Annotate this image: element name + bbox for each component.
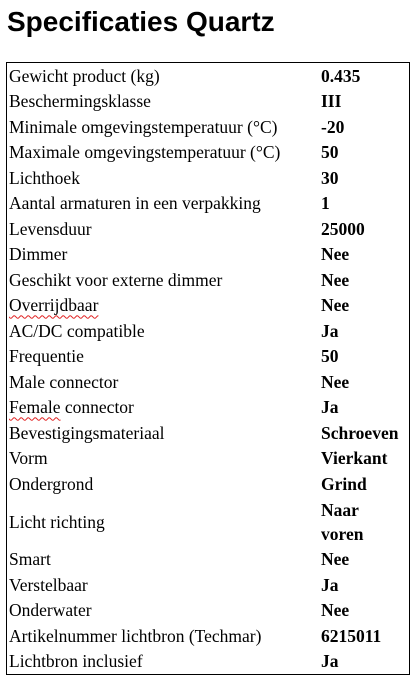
table-row bbox=[7, 165, 410, 191]
table-row bbox=[7, 89, 410, 115]
spec-label: Lichthoek bbox=[9, 167, 80, 188]
spec-label: Geschikt voor externe dimmer bbox=[9, 269, 223, 290]
spec-value: Grind bbox=[321, 473, 367, 494]
spec-value: 30 bbox=[321, 167, 339, 188]
specifications-table bbox=[6, 62, 410, 675]
spec-value: 1 bbox=[321, 193, 330, 214]
table-row bbox=[7, 369, 410, 395]
table-row bbox=[7, 242, 410, 268]
spec-label: Dimmer bbox=[9, 244, 68, 265]
spec-label: Verstelbaar bbox=[9, 574, 88, 595]
spec-value: Nee bbox=[321, 371, 350, 392]
spec-value: 0.435 bbox=[321, 65, 361, 86]
table-row bbox=[7, 623, 410, 649]
spec-label: Artikelnummer lichtbron (Techmar) bbox=[9, 625, 262, 646]
spec-label: Onderwater bbox=[9, 600, 92, 621]
spec-value: Ja bbox=[321, 574, 339, 595]
table-row bbox=[7, 420, 410, 446]
spec-label: Male connector bbox=[9, 371, 119, 392]
table-row bbox=[7, 344, 410, 370]
spec-value: Vierkant bbox=[321, 448, 388, 469]
table-row bbox=[7, 497, 410, 547]
table-row bbox=[7, 114, 410, 140]
table-row bbox=[7, 293, 410, 319]
spec-label: Lichtbron inclusief bbox=[9, 651, 143, 672]
spec-label: Maximale omgevingstemperatuur (°C) bbox=[9, 142, 281, 163]
spec-value: Ja bbox=[321, 320, 339, 341]
table-row bbox=[7, 598, 410, 624]
spec-value: Nee bbox=[321, 600, 350, 621]
spec-label: Levensduur bbox=[9, 218, 92, 239]
spec-label bbox=[7, 395, 320, 421]
spec-value: 50 bbox=[321, 142, 339, 163]
spec-value: 25000 bbox=[321, 218, 365, 239]
table-row bbox=[7, 649, 410, 675]
spec-value: 50 bbox=[321, 346, 339, 367]
spec-label: Bevestigingsmateriaal bbox=[9, 422, 165, 443]
spec-value: Ja bbox=[321, 651, 339, 672]
table-row bbox=[7, 318, 410, 344]
spec-label: Aantal armaturen in een verpakking bbox=[9, 193, 261, 214]
spec-value: Nee bbox=[321, 244, 350, 265]
table-row bbox=[7, 267, 410, 293]
spec-value: Nee bbox=[321, 269, 350, 290]
spec-value: III bbox=[321, 91, 342, 112]
spec-value: Nee bbox=[321, 295, 350, 316]
spellcheck-flagged-word: Female bbox=[9, 397, 61, 418]
spec-label: Vorm bbox=[9, 448, 48, 469]
table-row bbox=[7, 471, 410, 497]
table-row bbox=[7, 191, 410, 217]
spec-value: Nee bbox=[321, 549, 350, 570]
spec-label: Frequentie bbox=[9, 346, 84, 367]
spec-value: Naar voren bbox=[321, 499, 364, 544]
table-row bbox=[7, 63, 410, 89]
spec-value: Schroeven bbox=[321, 422, 399, 443]
spellcheck-flagged-word: Overrijdbaar bbox=[9, 295, 99, 316]
table-row bbox=[7, 395, 410, 421]
spec-label: Licht richting bbox=[9, 511, 105, 532]
table-row bbox=[7, 572, 410, 598]
table-row bbox=[7, 446, 410, 472]
spec-value: 6215011 bbox=[321, 625, 382, 646]
spec-label: AC/DC compatible bbox=[9, 320, 145, 341]
spec-value: Ja bbox=[321, 397, 339, 418]
spec-label: Smart bbox=[9, 549, 51, 570]
table-row bbox=[7, 547, 410, 573]
table-row bbox=[7, 216, 410, 242]
spec-value: -20 bbox=[321, 116, 345, 137]
spec-label: Minimale omgevingstemperatuur (°C) bbox=[9, 116, 278, 137]
spec-label: Ondergrond bbox=[9, 473, 94, 494]
spec-label: Gewicht product (kg) bbox=[9, 65, 160, 86]
spec-label: Beschermingsklasse bbox=[9, 91, 151, 112]
spec-label bbox=[7, 293, 320, 319]
spec-label-rest: connector bbox=[60, 397, 134, 418]
table-row bbox=[7, 140, 410, 166]
page-title: Specificaties Quartz bbox=[7, 6, 275, 37]
